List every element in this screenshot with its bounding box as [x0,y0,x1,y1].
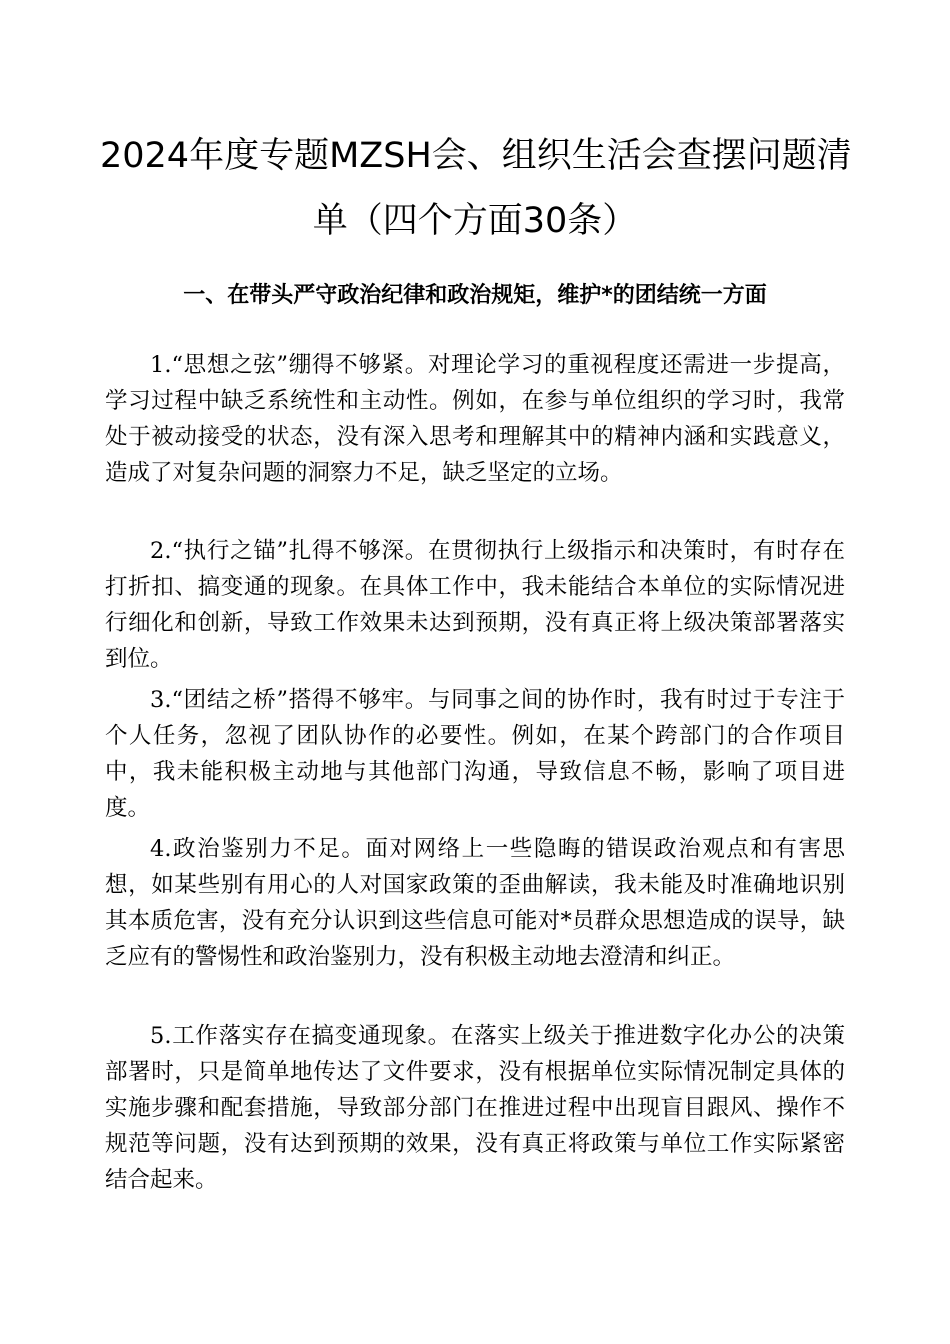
section-heading: 一、在带头严守政治纪律和政治规矩，维护*的团结统一方面 [183,283,767,308]
paragraph-1: 1.“思想之弦”绷得不够紧。对理论学习的重视程度还需进一步提高，学习过程中缺乏系统性和主动性。例如，在参与单位组织的学习时，我常处于被动接受的状态，没有深入思考和理解其中的精神内涵和实践意义，造成了对复杂问题的洞察力不足，缺乏坚定的立场。 [105,351,845,487]
paragraph-3: 3.“团结之桥”搭得不够牢。与同事之间的协作时，我有时过于专注于个人任务，忽视了团队协作的必要性。例如，在某个跨部门的合作项目中，我未能积极主动地与其他部门沟通，导致信息不畅，影响了项目进度。 [105,686,845,822]
paragraph-2: 2.“执行之锚”扎得不够深。在贯彻执行上级指示和决策时，有时存在打折扣、搞变通的现象。在具体工作中，我未能结合本单位的实际情况进行细化和创新，导致工作效果未达到预期，没有真正将上级决策部署落实到位。 [105,537,845,673]
paragraph-4: 4.政治鉴别力不足。面对网络上一些隐晦的错误政治观点和有害思想，如某些别有用心的人对国家政策的歪曲解读，我未能及时准确地识别其本质危害，没有充分认识到这些信息可能对*员群众思想造成的误导，缺乏应有的警惕性和政治鉴别力，没有积极主动地去澄清和纠正。 [105,835,845,971]
document-title-line-1: 2024年度专题MZSH会、组织生活会查摆问题清 [100,136,852,176]
document-title-line-2: 单（四个方面30条） [312,201,638,241]
paragraph-5: 5.工作落实存在搞变通现象。在落实上级关于推进数字化办公的决策部署时，只是简单地传达了文件要求，没有根据单位实际情况制定具体的实施步骤和配套措施，导致部分部门在推进过程中出现盲目跟风、操作不规范等问题，没有达到预期的效果，没有真正将政策与单位工作实际紧密结合起来。 [105,1022,845,1194]
